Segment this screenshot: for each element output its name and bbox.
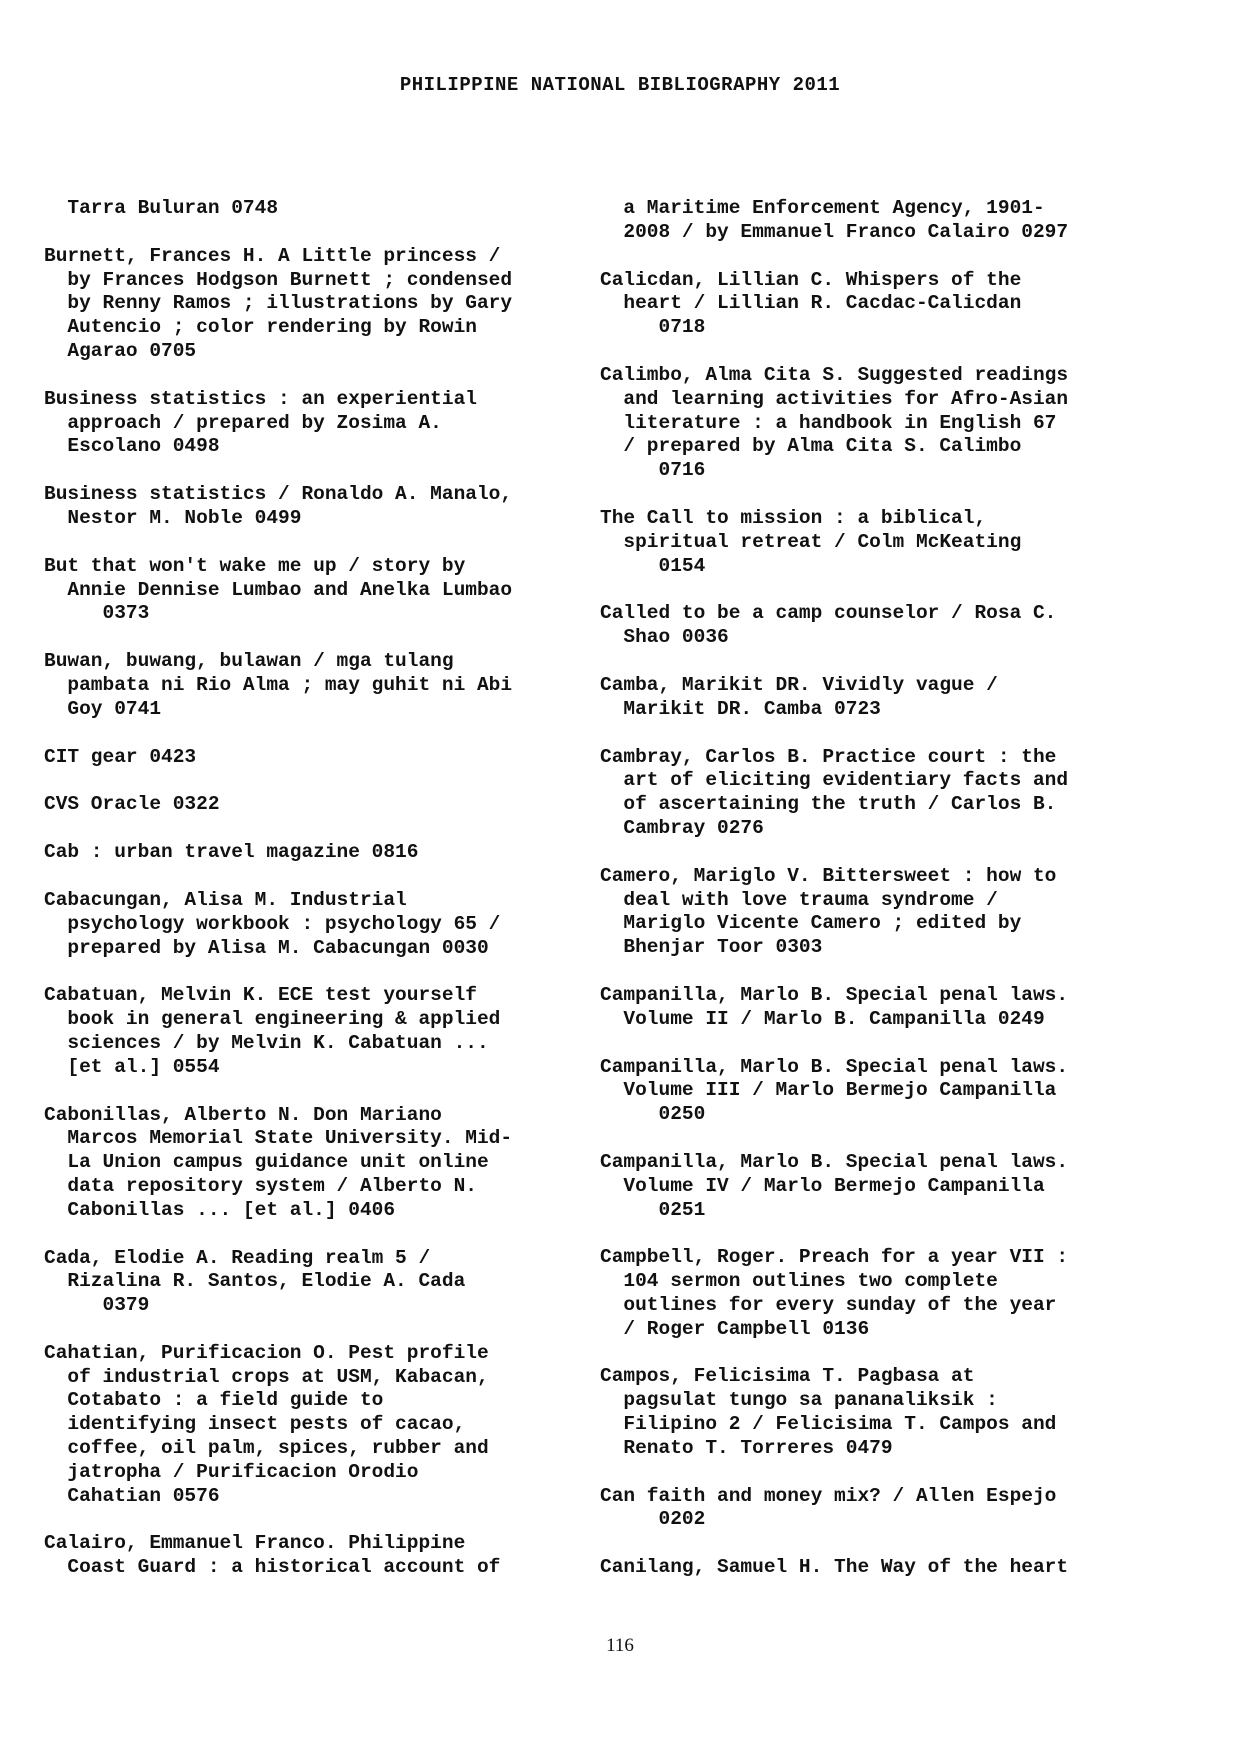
entry-line: of ascertaining the truth / Carlos B. [600,793,1057,816]
bib-entry [600,865,1140,960]
entry-line: a Maritime Enforcement Agency, 1901- [600,197,1045,219]
entry-line: Renato T. Torreres 0479 [600,1436,893,1459]
entry-line: 0250 [600,1103,706,1126]
bib-entry [44,483,584,531]
entry-line: Filipino 2 / Felicisima T. Campos and [600,1413,1057,1436]
bib-entry [44,1247,584,1318]
entry-line: Buwan, buwang, bulawan / mga tulang [44,650,454,673]
bib-entry [44,889,584,960]
bib-entry [600,1365,1140,1460]
entry-line: 0379 [44,1294,150,1317]
entry-line: deal with love trauma syndrome / [600,888,998,911]
bib-entry [44,1104,584,1223]
entry-line: art of eliciting evidentiary facts and [600,769,1069,792]
entry-line: Calairo, Emmanuel Franco. Philippine [44,1532,466,1555]
entry-line: The Call to mission : a biblical, [600,506,987,529]
entry-line: spiritual retreat / Colm McKeating [600,530,1022,553]
entry-line: Bhenjar Toor 0303 [600,936,823,959]
entry-line: Campanilla, Marlo B. Special penal laws. [600,983,1069,1006]
entry-line: Coast Guard : a historical account of [44,1556,501,1579]
bib-entry [600,1056,1140,1127]
entry-line: 0251 [600,1198,706,1221]
entry-line: 0202 [600,1508,706,1531]
bib-entry [44,1342,584,1509]
bib-entry [600,1246,1140,1341]
entry-line: Nestor M. Noble 0499 [44,506,302,529]
entry-line: Cambray 0276 [600,816,764,839]
bib-entry [44,841,584,865]
entry-line: Cabacungan, Alisa M. Industrial [44,888,407,911]
page-number: 116 [606,1635,634,1656]
entry-line: Calicdan, Lillian C. Whispers of the [600,268,1022,291]
entry-line: Cabatuan, Melvin K. ECE test yourself [44,984,477,1007]
entry-line: Cahatian, Purificacion O. Pest profile [44,1341,489,1364]
bib-entry [600,1151,1140,1222]
right-column [600,197,1140,1604]
bib-entry [600,984,1140,1032]
bib-entry [600,364,1140,483]
entry-line: approach / prepared by Zosima A. [44,411,442,434]
entry-line: Tarra Buluran 0748 [44,197,279,219]
entry-line: Cahatian 0576 [44,1484,220,1507]
entry-line: Volume II / Marlo B. Campanilla 0249 [600,1007,1045,1030]
entry-line: CVS Oracle 0322 [44,793,220,816]
entry-line: Cotabato : a field guide to [44,1389,384,1412]
bib-entry [600,1556,1140,1580]
entry-line: Rizalina R. Santos, Elodie A. Cada [44,1270,466,1293]
entry-line: pambata ni Rio Alma ; may guhit ni Abi [44,673,513,696]
entry-line: Mariglo Vicente Camero ; edited by [600,912,1022,935]
entry-line: 104 sermon outlines two complete [600,1270,998,1293]
entry-line: jatropha / Purificacion Orodio [44,1460,419,1483]
entry-line: of industrial crops at USM, Kabacan, [44,1365,489,1388]
bib-entry [44,650,584,721]
entry-line: by Frances Hodgson Burnett ; condensed [44,268,513,291]
entry-line: outlines for every sunday of the year [600,1293,1057,1316]
bib-entry [600,1485,1140,1533]
entry-line: Shao 0036 [600,626,729,649]
bib-entry [600,674,1140,722]
entry-line: Campbell, Roger. Preach for a year VII : [600,1246,1069,1269]
bib-entry [44,388,584,459]
entry-line: Volume III / Marlo Bermejo Campanilla [600,1079,1057,1102]
entry-line: Escolano 0498 [44,435,220,458]
entry-line: Camero, Mariglo V. Bittersweet : how to [600,864,1057,887]
entry-line: Business statistics : an experiential [44,387,477,410]
entry-line: Goy 0741 [44,697,162,720]
entry-line: Called to be a camp counselor / Rosa C. [600,602,1057,625]
entry-line: Campanilla, Marlo B. Special penal laws. [600,1150,1069,1173]
bib-entry [600,507,1140,578]
bib-entry [44,793,584,817]
entry-line: Campanilla, Marlo B. Special penal laws. [600,1055,1069,1078]
entry-line: literature : a handbook in English 67 [600,411,1057,434]
entry-line: But that won't wake me up / story by [44,554,466,577]
entry-line: Annie Dennise Lumbao and Anelka Lumbao [44,578,513,601]
entry-line: sciences / by Melvin K. Cabatuan ... [44,1031,489,1054]
bib-entry [44,746,584,770]
entry-line: psychology workbook : psychology 65 / [44,912,501,935]
entry-line: Calimbo, Alma Cita S. Suggested readings [600,363,1069,386]
entry-line: / prepared by Alma Cita S. Calimbo [600,435,1022,458]
bib-entry [600,746,1140,841]
entry-line: Cambray, Carlos B. Practice court : the [600,745,1057,768]
entry-line: Can faith and money mix? / Allen Espejo [600,1484,1057,1507]
entry-line: data repository system / Alberto N. [44,1174,477,1197]
entry-line: Business statistics / Ronaldo A. Manalo, [44,483,513,506]
entry-line: and learning activities for Afro-Asian [600,387,1069,410]
entry-line: Burnett, Frances H. A Little princess / [44,244,501,267]
entry-line: heart / Lillian R. Cacdac-Calicdan [600,292,1022,315]
entry-line: Campos, Felicisima T. Pagbasa at [600,1365,975,1388]
entry-line: Agarao 0705 [44,339,197,362]
entry-line: La Union campus guidance unit online [44,1151,489,1174]
entry-line: 0373 [44,602,150,625]
entry-line: identifying insect pests of cacao, [44,1413,466,1436]
entry-line: Volume IV / Marlo Bermejo Campanilla [600,1174,1045,1197]
bib-entry [44,197,584,221]
entry-line: 0718 [600,316,706,339]
bib-entry [600,197,1140,245]
entry-line: 2008 / by Emmanuel Franco Calairo 0297 [600,220,1069,243]
entry-line: Cabonillas, Alberto N. Don Mariano [44,1103,442,1126]
bib-entry [44,984,584,1079]
page-header: PHILIPPINE NATIONAL BIBLIOGRAPHY 2011 [399,74,841,96]
entry-line: coffee, oil palm, spices, rubber and [44,1437,489,1460]
entry-line: 0154 [600,554,706,577]
entry-line: Marcos Memorial State University. Mid- [44,1127,513,1150]
entry-line: prepared by Alisa M. Cabacungan 0030 [44,936,489,959]
bib-entry [44,245,584,364]
entry-line: 0716 [600,459,706,482]
entry-line: Cab : urban travel magazine 0816 [44,841,419,864]
entry-line: by Renny Ramos ; illustrations by Gary [44,292,513,315]
entry-line: Cada, Elodie A. Reading realm 5 / [44,1246,431,1269]
bib-entry [600,269,1140,340]
bib-entry [44,1532,584,1580]
entry-line: / Roger Campbell 0136 [600,1317,870,1340]
entry-line: [et al.] 0554 [44,1055,220,1078]
entry-line: Cabonillas ... [et al.] 0406 [44,1198,396,1221]
entry-line: pagsulat tungo sa pananaliksik : [600,1389,998,1412]
entry-line: CIT gear 0423 [44,745,197,768]
entry-line: book in general engineering & applied [44,1008,501,1031]
entry-line: Canilang, Samuel H. The Way of the heart [600,1556,1069,1579]
entry-line: Marikit DR. Camba 0723 [600,697,881,720]
bib-entry [44,555,584,626]
entry-line: Autencio ; color rendering by Rowin [44,316,477,339]
entry-line: Camba, Marikit DR. Vividly vague / [600,673,998,696]
bib-entry [600,602,1140,650]
left-column [44,197,584,1604]
